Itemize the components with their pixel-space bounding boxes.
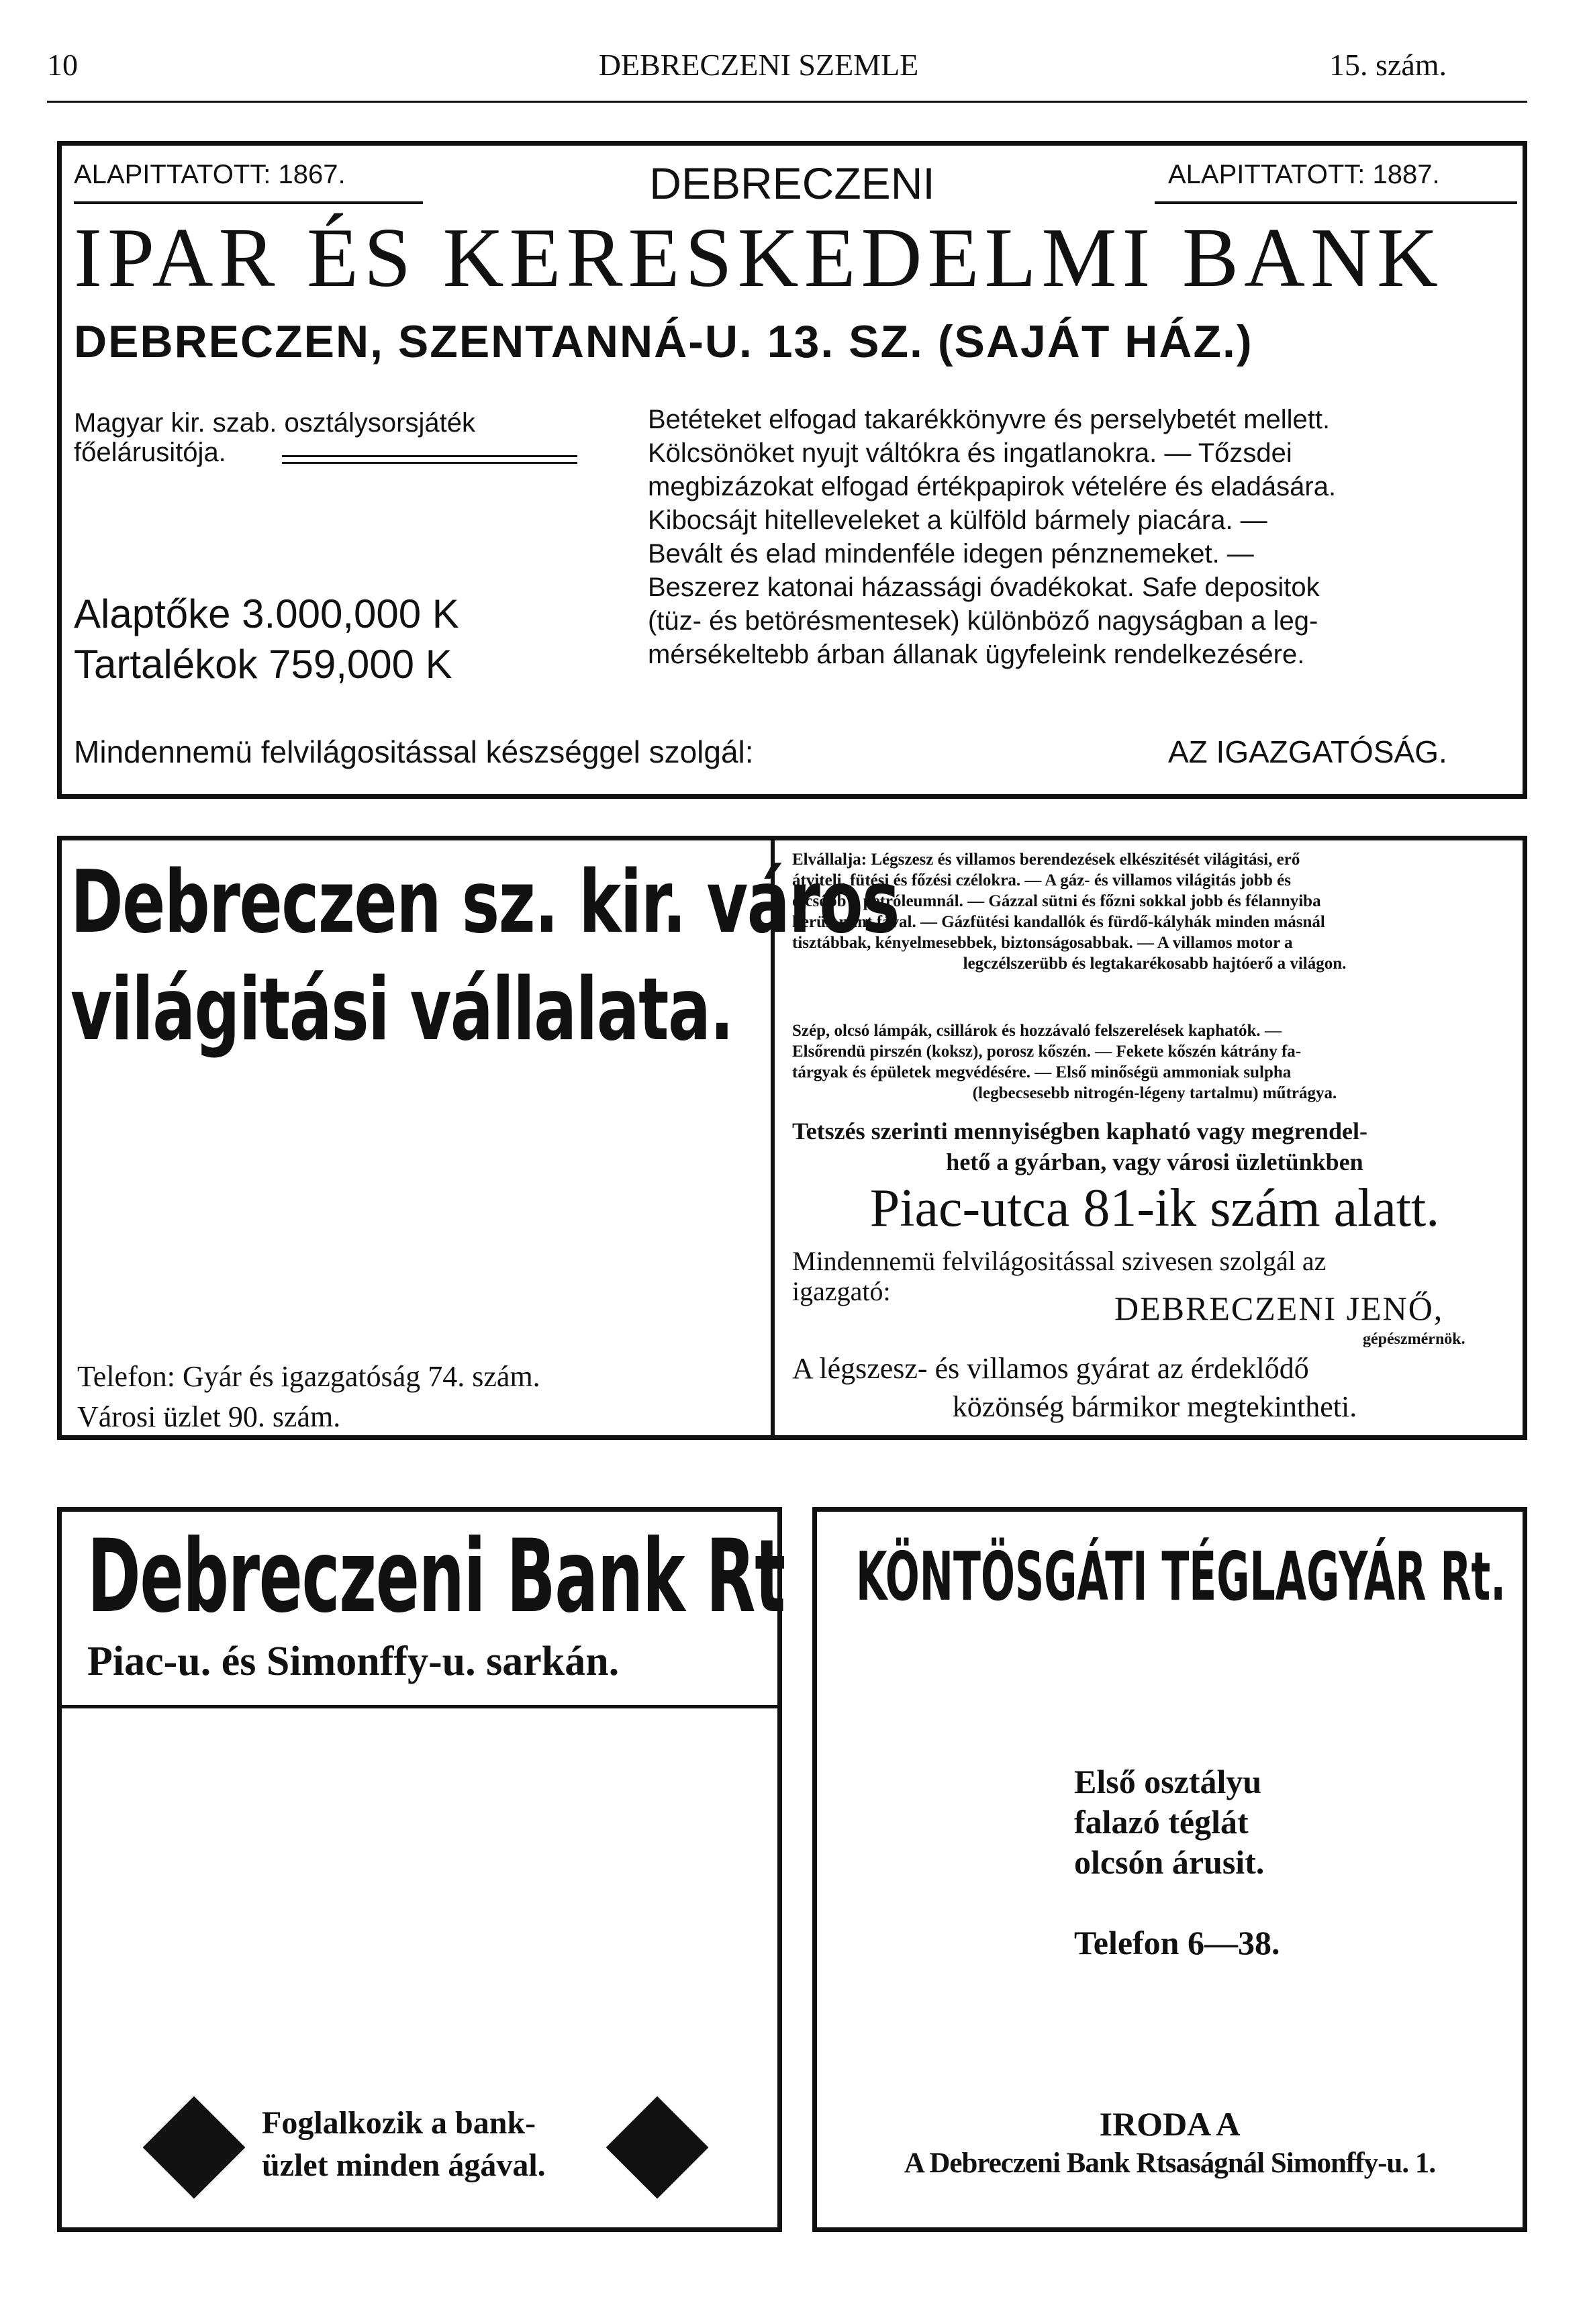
ad2-text-line: átviteli, fütési és főzési czélokra. — A gáz- és villamos világitás jobb és [792,871,1291,889]
ad2-info-line2: igazgató: [792,1276,891,1306]
ad2-text-line: hető a gyárban, vagy városi üzletünkben [946,1149,1363,1175]
ad4-company-name: KÖNTÖSGÁTI TÉGLAGYÁR Rt. [856,1537,1506,1616]
page-number: 10 [47,48,78,82]
capital: Alaptőke 3.000,000 K [74,591,459,636]
ad3-tagline-line1: Foglalkozik a bank- [262,2105,536,2141]
founded-right: ALAPITTATOTT: 1887. [1168,160,1440,189]
ad2-text-line: legczélszerübb és legtakarékosabb hajtóerő a világon. [963,955,1347,973]
ad2-text-line: olcsóbb a petróleumnál. — Gázzal sütni és főzni sokkal jobb és félannyiba [792,892,1321,910]
service-line: Bevált és elad mindenféle idegen pénznemeket. — [648,539,1254,569]
ad2-text-line: Szép, olcsó lámpák, csillárok és hozzávaló felszerelések kaphatók. — [792,1022,1282,1040]
ad1-footer-left: Mindennemü felvilágositással készséggel szolgál: [74,734,754,769]
service-line: Kibocsájt hitelleveleket a külföld bármely piacára. — [648,505,1267,535]
ad2-text-line: (legbecsesebb nitrogén-légeny tartalmu) műtrágya. [972,1084,1337,1102]
ad2-text-line: tárgyak és épületek megvédésére. — Első minőségü ammoniak sulpha [792,1063,1292,1081]
ad4-phone: Telefon 6—38. [1074,1924,1280,1962]
ad2-text-line: Tetszés szerinti mennyiségben kapható vagy megrendel- [792,1118,1367,1145]
ad2-text-line: Elvállalja: Légszesz és villamos berendezések elkészitését világitási, erő [792,851,1300,869]
ad3-address: Piac-u. és Simonffy-u. sarkán. [87,1639,620,1684]
lottery-rule-2 [282,462,577,464]
founded-left-rule [74,201,423,204]
header-rule [47,101,1527,103]
ad1-footer-right: AZ IGAZGATÓSÁG. [1168,734,1447,769]
lottery-line2: főelárusitója. [74,438,226,467]
ad2-title-line2: világitási vállalata. [70,960,733,1060]
lottery-line1: Magyar kir. szab. osztálysorsjáték [74,408,475,438]
ad2-closing-line1: A légszesz- és villamos gyárat az érdeklődő [792,1352,1309,1385]
bank-services [648,403,1514,671]
ad2-info-line1: Mindennemü felvilágositással szivesen szolgál az [792,1246,1327,1276]
lottery-rule-1 [282,455,577,457]
ad3-bank-name: Debreczeni Bank Rt [87,1518,785,1635]
ad4-offer-line1: Első osztályu [1074,1763,1262,1800]
bank-address: DEBRECZEN, SZENTANNÁ-U. 13. SZ. (SAJÁT HÁZ.) [74,316,1253,367]
ad2-title-line1: Debreczen sz. kir. város [70,853,899,953]
service-line: megbizázokat elfogad értékpapirok vételére és eladására. [648,472,1337,501]
ad4-offer-line3: olcsón árusit. [1074,1843,1265,1881]
ad2-text-line: kerül, mint fával. — Gázfütési kandallók és fürdő-kályhák minden másnál [792,913,1325,931]
ad4-offer-line2: falazó téglát [1074,1803,1249,1841]
ad2-services-paragraph [792,849,1517,974]
ad2-products-paragraph [792,1020,1517,1104]
service-line: (tüz- és betörésmentesek) különböző nagyságban a leg- [648,606,1318,636]
city-label: DEBRECZENI [649,158,935,208]
founded-left: ALAPITTATOTT: 1867. [74,160,346,189]
ad2-director-title: gépészmérnök. [1363,1330,1465,1348]
ad3-rule [57,1705,782,1708]
ad2-closing-line2: közönség bármikor megtekintheti. [952,1390,1357,1423]
ad2-phone-line2: Városi üzlet 90. szám. [77,1400,341,1433]
ad4-office-address: A Debreczeni Bank Rtsaságnál Simonffy-u. 1. [904,2147,1436,2179]
ad4-office-title: IRODA A [1099,2105,1241,2143]
ad2-text-line: tisztábbak, kényelmesebbek, biztonságosabbak. — A villamos motor a [792,934,1293,952]
ad2-order-paragraph [792,1116,1517,1177]
bank-name: IPAR ÉS KERESKEDELMI BANK [74,211,1443,305]
ad2-address: Piac-utca 81-ik szám alatt. [869,1179,1440,1238]
service-line: Kölcsönöket nyujt váltókra és ingatlanokra. — Tőzsdei [648,438,1292,468]
service-line: Betéteket elfogad takarékkönyvre és perselybetét mellett. [648,405,1331,434]
ad3-tagline-line2: üzlet minden ágával. [262,2147,546,2183]
reserves: Tartalékok 759,000 K [74,642,452,687]
journal-title: DEBRECZENI SZEMLE [598,48,919,82]
ad2-phone-line1: Telefon: Gyár és igazgatóság 74. szám. [77,1360,540,1393]
founded-right-rule [1155,201,1517,204]
ad2-director: DEBRECZENI JENŐ, [1114,1290,1444,1327]
ad2-text-line: Elsőrendü pirszén (koksz), porosz kőszén. — Fekete kőszén kátrány fa- [792,1043,1302,1061]
service-line: mérsékeltebb árban állanak ügyfeleink rendelkezésére. [648,640,1305,669]
issue-number: 15. szám. [1329,48,1447,82]
service-line: Beszerez katonai házassági óvadékokat. Safe depositok [648,573,1320,602]
